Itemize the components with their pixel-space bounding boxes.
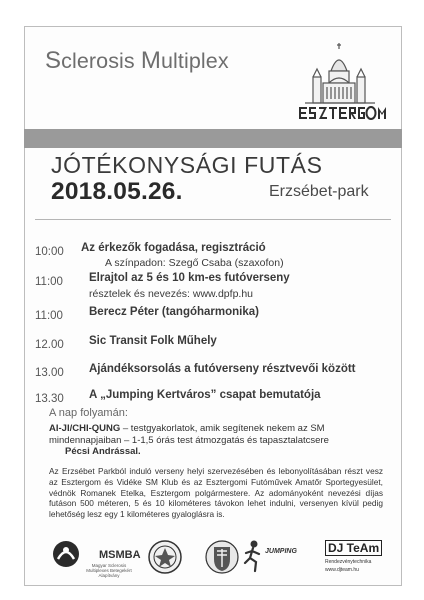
charity-run-title: JÓTÉKONYSÁGI FUTÁS [51,152,323,178]
title-clerosis: clerosis [61,49,141,73]
msmba-logo [51,539,81,574]
title-ultiplex: ultiplex [160,49,229,73]
gray-band [24,129,402,148]
seal-icon [147,539,183,575]
coat-of-arms-icon [205,539,239,575]
schedule-row [35,306,63,324]
jumping-logo: JUMPING [265,548,297,555]
msmba-name: MSMBA [99,549,141,561]
runner-icon [241,539,265,575]
schedule-time: 13.00 [35,367,64,379]
title-m-initial: M [140,47,161,74]
event-date: 2018.05.26. [51,178,183,205]
schedule-time: 13.30 [35,393,64,405]
runner-logo [241,539,265,580]
activities-heading: A nap folyamán: [49,407,128,419]
esztergom-logo [295,41,395,141]
activity-desc: – testgyakorlatok, amik segítenek nekem az SM mindennapjaiban – 1-1,5 órás test átmozgatás és tapasztalatcsere [49,423,329,446]
title-sclerosis-multiplex [45,47,229,75]
dj-team-url: www.djteam.hu [325,567,359,573]
schedule-row [35,389,64,407]
schedule-text: Berecz Péter (tangóharmonika) [89,306,259,318]
dj-team-name: DJ TeAm [325,540,382,556]
schedule-subtext: résztelek és nevezés: www.dpfp.hu [89,288,254,300]
basilica-icon [295,41,395,131]
club-seal-logo [147,539,183,580]
schedule-time: 12.00 [35,339,64,351]
schedule-row [35,242,64,260]
msmba-subtitle: Magyar Sclerosis Multiplexes Betegekért Alapítvány [86,563,132,578]
schedule-text: Az érkezők fogadása, regisztráció [81,242,266,254]
schedule-time: 11:00 [35,310,63,322]
schedule-text: Elrajtol az 5 és 10 km-es futóverseny [89,272,290,284]
organizer-paragraph: Az Erzsébet Parkból induló verseny helyi szervezésében és lebonyolításában részt vesz az Esztergom és Vidéke SM Klub és az Esztergomi Futóművek Amatőr Sportegyesület, védnök Romanek Etelka, Esztergom polgármestere. Az adományoként nevezési díjas futáson 500 méteren, 5 és 10 kilométeres távokon lehet indulni, versenyen kívül pedig lehetőség lesz egy 1 kilométeres gyaloglásra is. [49,466,383,520]
event-venue: Erzsébet-park [269,183,369,200]
schedule-row [35,363,64,381]
title-s-initial: S [45,47,62,74]
coat-of-arms-logo [205,539,239,580]
dj-team-logo [325,539,383,573]
schedule-row [35,335,64,353]
schedule-time: 10:00 [35,246,64,258]
schedule-text: Sic Transit Folk Műhely [89,335,217,347]
msmba-icon [51,539,81,569]
schedule-time: 11:00 [35,276,63,288]
schedule-row [35,272,63,290]
activity-description [49,423,383,446]
schedule-subtext: A színpadon: Szegő Csaba (szaxofon) [105,257,284,269]
activity-instructor: Pécsi Andrással. [65,446,141,457]
dj-team-subtitle: Rendezvénytechnika [325,559,372,565]
schedule-text: A „Jumping Kertváros” csapat bemutatója [89,389,321,401]
divider [35,219,391,220]
poster [24,26,402,586]
schedule-text: Ajándéksorsolás a futóverseny résztvevői között [89,363,356,375]
activity-name: AI-JI/CHI-QUNG [49,423,121,434]
